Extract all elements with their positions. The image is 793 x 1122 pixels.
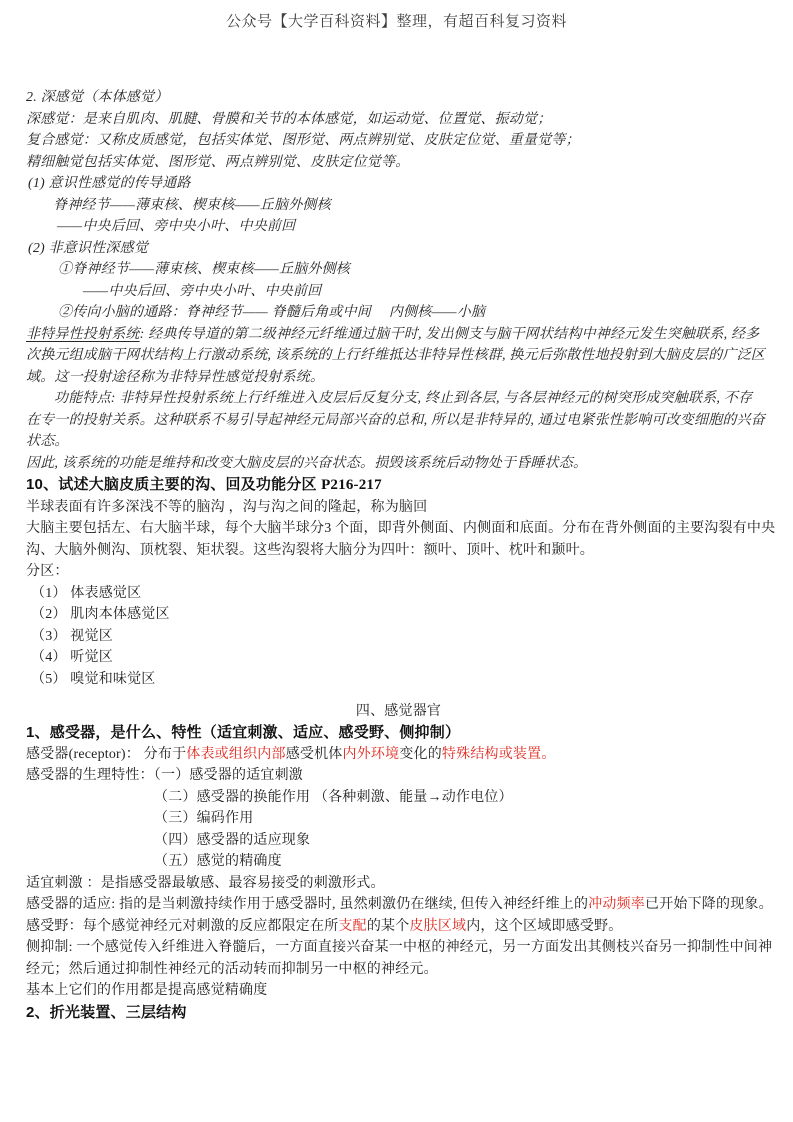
highlight-red-text: 内外环境	[342, 746, 400, 762]
line-nonspecific-system-3	[26, 367, 771, 389]
question-1-heading	[26, 722, 771, 744]
line-partition-1	[26, 583, 771, 605]
text-segment: 功能特点: 非特异性投射系统上行纤维进入皮层后反复分支, 终止到各层, 与各层神经元的树突形成突触联系, 不存	[54, 391, 753, 406]
line-deep-sensation-def	[26, 109, 771, 131]
line-pathway-2b	[26, 281, 771, 303]
text-segment: 1、感受器，是什么、特性（适宜刺激、适应、感受野、侧抑制）	[26, 724, 461, 741]
line-pathway-2c	[26, 302, 771, 324]
text-segment: 感受器的适应: 指的是当刺激持续作用于感受器时, 虽然刺激仍在继续, 但传入神经纤维上的	[26, 897, 589, 912]
line-nonspecific-system-2	[26, 345, 771, 367]
line-compound-sensation	[26, 130, 771, 152]
line-pathway-1-title	[26, 173, 771, 195]
underlined-term: 非特异性投射系统	[26, 326, 140, 342]
line-function-feature-3	[26, 431, 771, 453]
text-segment: 次换元组成脑干网状结构上行激动系统, 该系统的上行纤维抵达非特异性核群, 换元后弥散性地投射到大脑皮层的广泛区	[26, 348, 765, 363]
text-segment: 感受机体	[285, 746, 343, 762]
highlight-red-text: 特殊结构或装置	[441, 746, 542, 762]
highlight-red-text: 支配	[338, 918, 367, 934]
text-segment: （5） 嗅觉和味觉区	[31, 671, 156, 687]
line-partition-4	[26, 647, 771, 669]
text-segment: 10、试述大脑皮质主要的沟、回及功能分区	[26, 476, 322, 493]
line-partition-label	[26, 561, 771, 583]
line-partition-5	[26, 669, 771, 691]
highlight-red-text: 。	[541, 746, 556, 762]
text-segment: : 经典传导道的第二级神经元纤维通过脑干时, 发出侧支与脑干网状结构中神经元发生突触联系, 经多	[139, 326, 760, 342]
text-segment: 适宜刺激 ：是指感受器最敏感、最容易接受的刺激形式。	[26, 875, 385, 891]
text-segment: ①脊神经节——薄束核、楔束核——丘脑外侧核	[58, 262, 350, 277]
text-segment: 因此, 该系统的功能是维持和改变大脑皮层的兴奋状态。损毁该系统后动物处于昏睡状态。	[26, 455, 588, 471]
question-2-heading	[26, 1002, 771, 1024]
line-receptor-adaptation	[26, 894, 771, 916]
line-function-conclusion	[26, 453, 771, 475]
text-segment: ②传向小脑的通路：脊神经节—— 脊髓后角或中间 内侧核——小脑	[58, 305, 486, 320]
highlight-red-text: 体表或组织内部	[186, 746, 286, 762]
line-adequate-stimulus	[26, 873, 771, 895]
line-deep-sensation-title	[26, 87, 771, 109]
line-pathway-2a	[26, 259, 771, 281]
text-segment: （3） 视觉区	[31, 628, 113, 644]
text-segment: 基本上它们的作用都是提高感觉精确度	[26, 983, 268, 998]
line-pathway-1b	[26, 216, 771, 238]
line-receptive-field	[26, 916, 771, 938]
text-segment: 状态。	[26, 434, 69, 449]
text-segment: 沟、大脑外侧沟、顶枕裂、矩状裂。这些沟裂将大脑分为四叶：额叶、顶叶、枕叶和颞叶。	[26, 542, 594, 558]
text-segment: P216-217	[321, 477, 382, 493]
text-segment: ——中央后回、旁中央小叶、中央前回	[57, 219, 296, 234]
text-segment: (1) 意识性感觉的传导通路	[28, 176, 191, 191]
line-receptor-property-5	[26, 851, 771, 873]
line-receptor-property-1	[26, 765, 771, 787]
line-function-feature-1	[26, 388, 771, 410]
text-segment: （2） 肌肉本体感觉区	[31, 607, 170, 622]
line-receptor-def	[26, 744, 771, 766]
highlight-red-text: 皮肤区域	[409, 918, 467, 934]
text-segment: （1） 体表感觉区	[31, 585, 142, 601]
text-segment: （五）感觉的精确度	[154, 854, 282, 869]
text-segment: 大脑主要包括左、右大脑半球，每个大脑半球分3 个面，即背外侧面、内侧面和底面。分布在背外侧面的主要沟裂有中央	[26, 521, 776, 536]
line-receptor-property-3	[26, 808, 771, 830]
line-brain-surfaces-2	[26, 540, 771, 562]
text-segment: 感受野：每个感觉神经元对刺激的反应都限定在所	[26, 918, 339, 934]
line-pathway-2-title	[26, 238, 771, 260]
text-segment: 的某个	[366, 918, 410, 934]
line-receptor-property-2	[26, 787, 771, 809]
text-segment: 感受器(receptor)： 分布于	[26, 746, 187, 762]
line-nonspecific-system-1	[26, 324, 771, 346]
text-segment: （三）编码作用	[154, 811, 254, 826]
highlight-red-text: 冲动频率	[588, 897, 645, 912]
line-partition-2	[26, 604, 771, 626]
line-fine-touch	[26, 152, 771, 174]
text-segment: （4） 听觉区	[31, 650, 113, 665]
text-segment: 2. 深感觉（本体感觉）	[26, 90, 169, 105]
text-segment: 在专一的投射关系。这种联系不易引导起神经元局部兴奋的总和, 所以是非特异的, 通过电紧张性影响可改变细胞的兴奋	[26, 412, 765, 428]
text-segment: 深感觉：是来自肌肉、肌腱、骨膜和关节的本体感觉，如运动觉、位置觉、振动觉；	[26, 111, 552, 127]
line-pathway-1a	[26, 195, 771, 217]
blank-line	[26, 690, 771, 701]
watermark-header: 公众号【大学百科资料】整理，有超百科复习资料	[225, 14, 567, 30]
text-segment: 已开始下降的现象。	[645, 897, 773, 912]
line-receptor-property-4	[26, 830, 771, 852]
text-segment: ——中央后回、旁中央小叶、中央前回	[83, 283, 322, 299]
line-lateral-inhibition-1	[26, 937, 771, 959]
section-4-heading	[26, 701, 771, 723]
text-segment: 分区：	[26, 564, 69, 579]
line-brain-surfaces-1	[26, 518, 776, 540]
text-segment: 复合感觉：又称皮质感觉，包括实体觉、图形觉、两点辨别觉、皮肤定位觉、重量觉等；	[26, 133, 580, 148]
line-lateral-inhibition-2	[26, 959, 771, 981]
text-segment: 感受器的生理特性：（一）感受器的适宜刺激	[26, 768, 303, 783]
text-segment: （四）感受器的适应现象	[154, 832, 311, 848]
text-segment: 变化的	[399, 746, 442, 762]
text-segment: 脊神经节——薄束核、楔束核——丘脑外侧核	[53, 197, 331, 213]
text-segment: 侧抑制: 一个感觉传入纤维进入脊髓后，一方面直接兴奋某一中枢的神经元，另一方面发出其侧枝兴奋另一抑制性中间神	[26, 940, 773, 955]
text-segment: 精细触觉包括实体觉、图形觉、两点辨别觉、皮肤定位觉等。	[26, 154, 410, 170]
text-segment: 经元；然后通过抑制性神经元的活动转而抑制另一中枢的神经元。	[26, 961, 438, 977]
line-partition-3	[26, 626, 771, 648]
text-segment: (2) 非意识性深感觉	[28, 240, 149, 256]
text-segment: 四、感觉器官	[355, 703, 442, 719]
line-accuracy-note	[26, 980, 771, 1002]
line-hemisphere-sulci	[26, 497, 771, 519]
text-segment: 内，这个区域即感受野。	[466, 918, 623, 934]
text-segment: （二）感受器的换能作用 （各种刺激、能量→动作电位）	[154, 789, 513, 805]
document-content	[0, 32, 793, 1023]
question-10-heading	[26, 474, 771, 497]
text-segment: 半球表面有许多深浅不等的脑沟 ，沟与沟之间的隆起，称为脑回	[26, 499, 428, 515]
text-segment: 2、折光装置、三层结构	[26, 1003, 187, 1021]
line-function-feature-2	[26, 410, 771, 432]
text-segment: 域。这一投射途径称为非特异性感觉投射系统。	[26, 369, 325, 385]
